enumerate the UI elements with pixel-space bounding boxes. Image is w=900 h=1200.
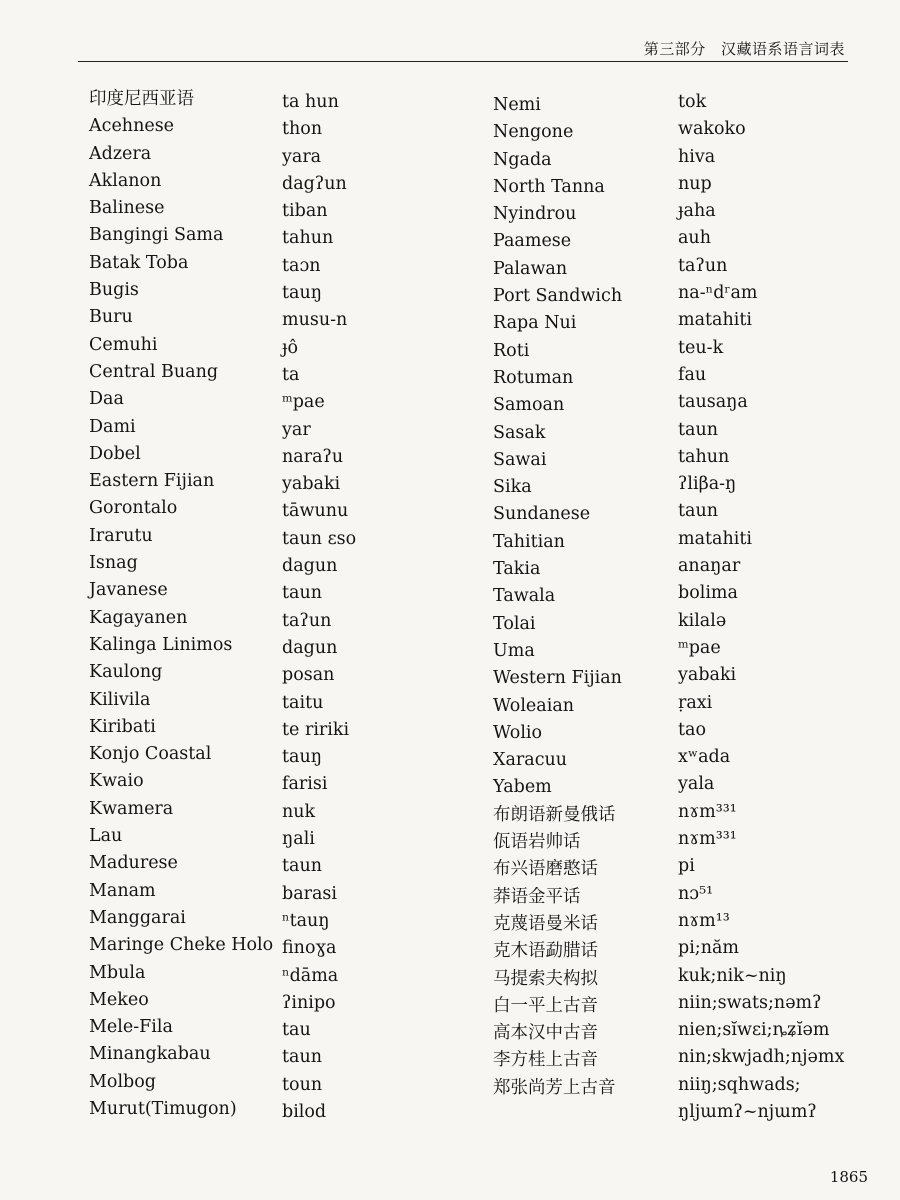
word-form: ᵐpae: [678, 637, 721, 658]
word-form: taitu: [282, 692, 324, 713]
language-name: 郑张尚芳上古音: [493, 1077, 616, 1098]
word-form: ʔinipo: [282, 992, 336, 1013]
header-rule: [78, 61, 848, 62]
word-form: bolima: [678, 583, 738, 604]
word-form: teu-k: [678, 337, 724, 358]
language-name: Sawai: [493, 449, 547, 470]
language-name: Rapa Nui: [493, 313, 577, 334]
word-form: ⁿtauŋ: [282, 910, 330, 931]
word-form: matahiti: [678, 310, 752, 331]
language-name: Xaracuu: [493, 750, 568, 771]
language-name: Western Fijian: [493, 668, 622, 689]
language-name: 克蔑语曼米话: [493, 913, 598, 934]
word-form: dagun: [282, 637, 338, 658]
left-word-column: [282, 89, 356, 1126]
word-form: yabaki: [282, 474, 341, 495]
language-name: Lau: [89, 826, 123, 847]
language-name: Irarutu: [89, 525, 153, 546]
language-name: Manam: [89, 880, 156, 901]
word-form: nɔ⁵¹: [678, 883, 714, 904]
language-name: Sundanese: [493, 504, 591, 525]
word-form: ɟaha: [678, 201, 716, 222]
word-form: yara: [282, 146, 322, 167]
language-name: Minangkabau: [89, 1044, 211, 1065]
language-name: Roti: [493, 340, 530, 361]
word-form: taʔun: [282, 610, 332, 631]
word-form: bilod: [282, 1101, 327, 1122]
language-name: Dobel: [89, 443, 141, 464]
word-form: wakoko: [678, 119, 746, 140]
language-name: Nemi: [493, 95, 541, 115]
language-name: Kwamera: [89, 798, 174, 819]
language-name: Mbula: [89, 962, 146, 983]
word-form: barasi: [282, 883, 338, 904]
header-title: 汉藏语系语言词表: [720, 40, 845, 58]
language-name: Kaulong: [89, 662, 163, 683]
word-form: nɤm³³¹: [678, 801, 737, 822]
language-name: 高本汉中古音: [493, 1023, 598, 1044]
word-form: taun: [282, 583, 323, 604]
word-form: yala: [678, 774, 715, 795]
language-name: Gorontalo: [89, 498, 178, 519]
language-name: Yabem: [493, 777, 552, 798]
word-form: ʔliβa-ŋ: [678, 474, 737, 495]
word-form: na-ⁿdʳam: [678, 283, 758, 304]
word-form: ŋljɯmʔ~njɯmʔ: [678, 1101, 817, 1122]
word-form: ŋali: [282, 829, 315, 850]
language-name: Bangingi Sama: [89, 225, 224, 246]
language-name: Javanese: [89, 580, 168, 601]
word-form: niin;swats;nəmʔ: [678, 992, 822, 1013]
language-name: Port Sandwich: [493, 286, 623, 307]
word-form: nuk: [282, 801, 316, 822]
word-form: ᵐpae: [282, 392, 325, 413]
language-name: Adzera: [89, 143, 152, 164]
word-form: anaŋar: [678, 556, 741, 577]
word-form: ⁿdāma: [282, 965, 339, 986]
language-name: 印度尼西亚语: [89, 89, 194, 109]
language-name: Kagayanen: [89, 607, 188, 628]
word-form: tahun: [282, 228, 334, 249]
word-form: fau: [678, 364, 707, 385]
language-name: Kwaio: [89, 771, 144, 792]
language-name: Manggarai: [89, 907, 186, 928]
word-form: xʷada: [678, 747, 731, 768]
language-name: Paamese: [493, 231, 572, 252]
language-name: 马提索夫构拟: [493, 968, 598, 989]
word-form: te ririki: [282, 719, 350, 740]
language-name: 佤语岩帅话: [493, 832, 581, 853]
language-name: Nyindrou: [493, 204, 577, 225]
language-name: Cemuhi: [89, 334, 158, 355]
header-part: 第三部分: [643, 40, 706, 58]
language-name: 莽语金平话: [493, 886, 581, 907]
word-form: tahun: [678, 446, 730, 467]
language-name: Samoan: [493, 395, 565, 416]
word-form: ta hun: [282, 92, 339, 112]
language-name: Tolai: [493, 613, 536, 634]
running-header: [634, 38, 845, 59]
word-form: taun: [678, 501, 719, 522]
language-name: Mele-Fila: [89, 1017, 173, 1038]
language-name: Daa: [89, 389, 124, 410]
word-form: nɤm¹³: [678, 910, 730, 931]
language-name: Rotuman: [493, 367, 574, 388]
language-name: Konjo Coastal: [89, 744, 212, 765]
word-form: nien;sĭwɛi;ȵʑĭəm: [678, 1020, 830, 1041]
word-form: pi: [678, 856, 695, 877]
word-form: farisi: [282, 774, 328, 795]
word-form: yar: [282, 419, 311, 440]
language-name: Nengone: [493, 122, 574, 143]
word-form: musu-n: [282, 310, 348, 331]
word-form: taun: [678, 419, 719, 440]
language-name: Dami: [89, 416, 136, 437]
word-form: taun ɛso: [282, 528, 357, 549]
language-name: Acehnese: [89, 116, 175, 137]
language-name: Tahitian: [493, 531, 565, 552]
language-name: Ngada: [493, 149, 552, 170]
language-name: Kiribati: [89, 716, 156, 737]
word-form: tausaŋa: [678, 392, 748, 413]
language-name: Takia: [493, 559, 541, 580]
language-name: 布朗语新曼俄话: [493, 804, 616, 825]
language-name: 克木语勐腊话: [493, 941, 598, 962]
language-name: Sika: [493, 477, 532, 498]
language-name: 白一平上古音: [493, 995, 598, 1016]
word-form: tao: [678, 719, 707, 740]
word-form: matahiti: [678, 528, 752, 549]
word-form: toun: [282, 1074, 323, 1095]
language-name: North Tanna: [493, 176, 605, 197]
language-name: Isnag: [89, 553, 138, 574]
word-form: taun: [282, 856, 323, 877]
language-name: Murut(Timugon): [89, 1098, 237, 1119]
language-name: Bugis: [89, 280, 139, 301]
word-form: tiban: [282, 201, 328, 222]
word-form: ta: [282, 364, 300, 385]
word-form: dagʔun: [282, 173, 347, 194]
word-form: ṛaxi: [678, 692, 713, 713]
language-name: Aklanon: [89, 170, 162, 191]
word-form: tauŋ: [282, 747, 323, 768]
word-form: dagun: [282, 556, 338, 577]
language-name: 李方桂上古音: [493, 1050, 598, 1071]
word-form: niiŋ;sqhwads;: [678, 1074, 801, 1095]
word-form: nɤm³³¹: [678, 829, 737, 850]
word-form: auh: [678, 228, 711, 249]
word-form: posan: [282, 665, 335, 686]
word-form: taɔn: [282, 255, 321, 276]
language-name: Maringe Cheke Holo: [89, 935, 274, 956]
word-form: tauŋ: [282, 283, 323, 304]
left-language-column: [89, 86, 273, 1123]
word-form: hiva: [678, 146, 716, 167]
language-name: Balinese: [89, 198, 165, 219]
language-name: Madurese: [89, 853, 178, 874]
word-form: nup: [678, 173, 712, 194]
word-form: thon: [282, 119, 323, 140]
word-form: kilalə: [678, 610, 727, 631]
word-form: tau: [282, 1020, 311, 1041]
language-name: Eastern Fijian: [89, 471, 215, 492]
word-form: tāwunu: [282, 501, 349, 522]
right-language-column: [493, 92, 622, 1102]
language-name: Kalinga Linimos: [89, 634, 233, 655]
language-name: Sasak: [493, 422, 546, 443]
word-form: finoɣa: [282, 938, 337, 959]
word-form: ɟô: [282, 337, 299, 358]
language-name: Uma: [493, 640, 535, 661]
language-name: Central Buang: [89, 361, 219, 382]
word-form: nin;skwjadh;njəmx: [678, 1047, 845, 1068]
language-name: 布兴语磨憨话: [493, 859, 598, 880]
word-form: taun: [282, 1047, 323, 1068]
language-name: Palawan: [493, 258, 568, 279]
right-word-column: [678, 89, 844, 1126]
word-form: kuk;nik~niŋ: [678, 965, 787, 986]
language-name: Wolio: [493, 722, 543, 743]
language-name: Woleaian: [493, 695, 575, 716]
language-name: Buru: [89, 307, 133, 328]
word-form: pi;năm: [678, 938, 739, 959]
word-form: taʔun: [678, 255, 728, 276]
page-number: 1865: [829, 1168, 868, 1186]
word-form: naraʔu: [282, 446, 344, 467]
language-name: Batak Toba: [89, 252, 189, 273]
language-name: Tawala: [493, 586, 556, 607]
word-form: yabaki: [678, 665, 737, 686]
language-name: Molbog: [89, 1071, 156, 1092]
language-name: Mekeo: [89, 989, 149, 1010]
word-form: tok: [678, 92, 707, 112]
language-name: Kilivila: [89, 689, 151, 710]
